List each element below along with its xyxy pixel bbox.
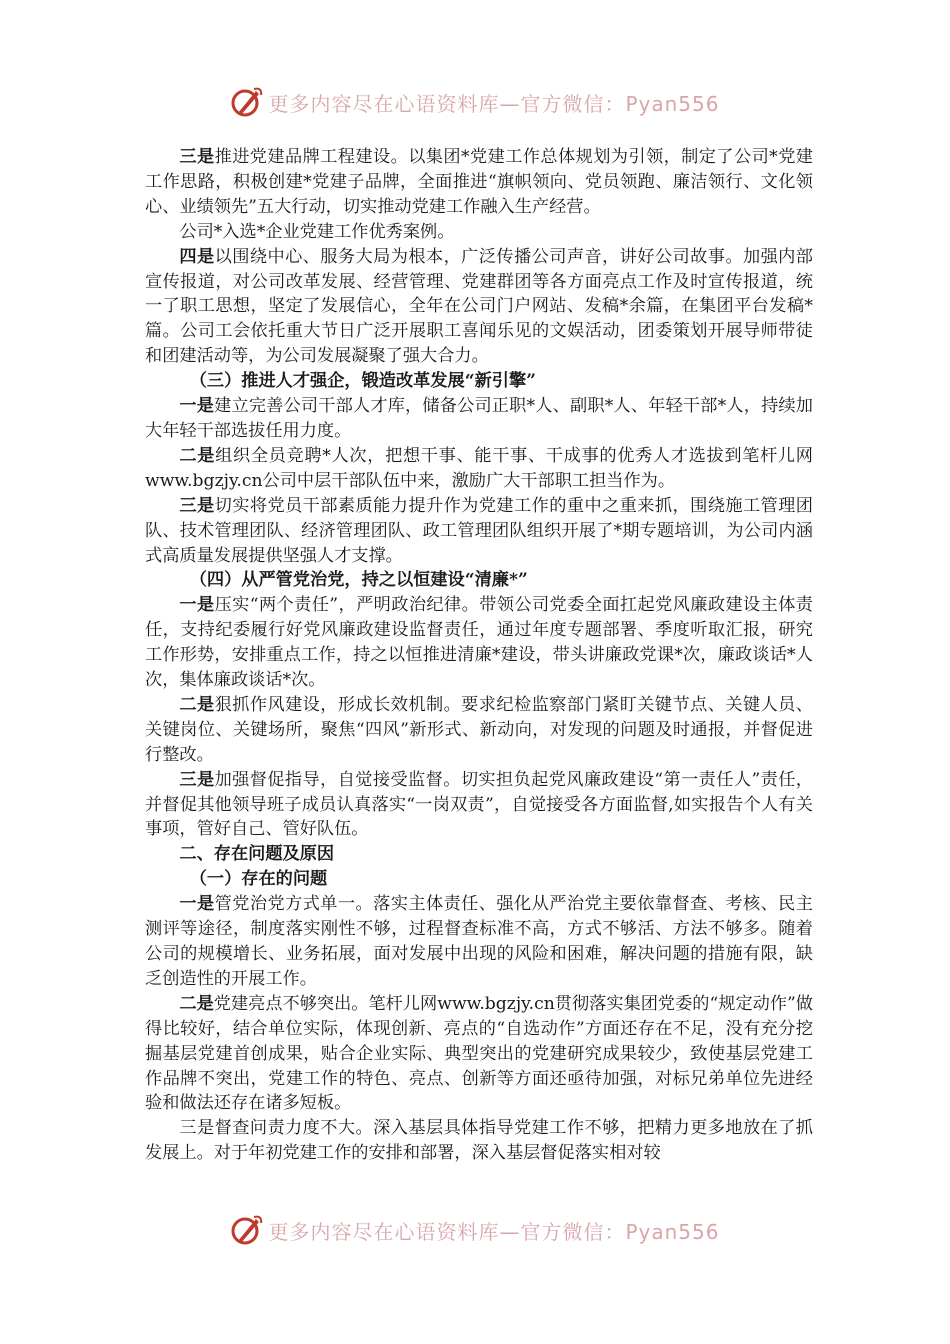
quill-logo-icon — [230, 1213, 264, 1247]
body-paragraph — [145, 444, 813, 494]
body-paragraph — [145, 693, 813, 768]
body-paragraph — [145, 1116, 813, 1166]
paragraph-text: （一）存在的问题 — [189, 869, 328, 890]
paragraph-lead: 一是 — [179, 894, 215, 915]
body-paragraph — [145, 992, 813, 1117]
paragraph-text: 推进党建品牌工程建设。以集团*党建工作总体规划为引领，制定了公司*党建工作思路，积极创建*党建子品牌，全面推进“旗帜领向、党员领跑、廉洁领行、文化领心、业绩领先”五大行动，切实推动党建工作融入生产经营。 — [145, 147, 813, 217]
body-paragraph — [145, 892, 813, 992]
watermark-text: 更多内容尽在心语资料库—官方微信：Pyan556 — [268, 1219, 720, 1244]
paragraph-text: （三）推进人才强企，锻造改革发展“新引擎” — [189, 371, 537, 392]
watermark-banner-top — [0, 82, 950, 122]
paragraph-text: 建立完善公司干部人才库，储备公司正职*人、副职*人、年轻干部*人，持续加大年轻干部选拔任用力度。 — [145, 396, 813, 441]
paragraph-text: 压实“两个责任”，严明政治纪律。带领公司党委全面扛起党风廉政建设主体责任，支持纪委履行好党风廉政建设监督责任，通过年度专题部署、季度听取汇报，研究工作形势，安排重点工作，持之以恒推进清廉*建设，带头讲廉政党课*次，廉政谈话*人次，集体廉政谈话*次。 — [145, 595, 813, 691]
paragraph-text: 二、存在问题及原因 — [179, 844, 335, 865]
section-subheading — [145, 369, 813, 394]
body-paragraph — [145, 394, 813, 444]
paragraph-text: 加强督促指导，自觉接受监督。切实担负起党风廉政建设“第一责任人”责任，并督促其他领导班子成员认真落实“一岗双责”，自觉接受各方面监督,如实报告个人有关事项，管好自己、管好队伍。 — [145, 769, 813, 840]
paragraph-text: 公司*入选*企业党建工作优秀案例。 — [179, 221, 455, 242]
paragraph-lead: 三是 — [179, 769, 215, 790]
body-paragraph — [145, 768, 813, 843]
body-paragraph — [145, 494, 813, 569]
section-heading — [145, 842, 813, 867]
paragraph-lead: 一是 — [179, 595, 215, 616]
paragraph-text: 切实将党员干部素质能力提升作为党建工作的重中之重来抓，围绕施工管理团队、技术管理团队、经济管理团队、政工管理团队组织开展了*期专题培训，为公司内涵式高质量发展提供坚强人才支撑。 — [145, 495, 813, 566]
paragraph-text: 组织全员竞聘*人次，把想干事、能干事、干成事的优秀人才选拔到笔杆儿网www.bgzjy.cn公司中层干部队伍中来，激励广大干部职工担当作为。 — [145, 445, 813, 491]
paragraph-text: 党建亮点不够突出。笔杆儿网www.bgzjy.cn贯彻落实集团党委的“规定动作”做得比较好，结合单位实际，体现创新、亮点的“自选动作”方面还存在不足，没有充分挖掘基层党建首创成果，贴合企业实际、典型突出的党建研究成果较少，致使基层党建工作品牌不突出，党建工作的特色、亮点、创新等方面还亟待加强，对标兄弟单位先进经验和做法还存在诸多短板。 — [145, 993, 813, 1114]
paragraph-lead: 三是 — [179, 495, 215, 516]
paragraph-text: 狠抓作风建设，形成长效机制。要求纪检监察部门紧盯关键节点、关键人员、关键岗位、关键场所，聚焦“四风”新形式、新动向，对发现的问题及时通报，并督促进行整改。 — [145, 694, 813, 765]
body-paragraph — [145, 145, 813, 220]
document-body — [145, 145, 813, 1166]
body-paragraph — [145, 220, 813, 245]
paragraph-text: 三是督查问责力度不大。深入基层具体指导党建工作不够，把精力更多地放在了抓发展上。对于年初党建工作的安排和部署，深入基层督促落实相对较 — [145, 1118, 813, 1164]
quill-logo-icon — [230, 85, 264, 119]
paragraph-lead: 三是 — [179, 147, 215, 167]
paragraph-lead: 二是 — [179, 445, 216, 466]
paragraph-text: 以围绕中心、服务大局为根本，广泛传播公司声音，讲好公司故事。加强内部宣传报道，对公司改革发展、经营管理、党建群团等各方面亮点工作及时宣传报道，统一了职工思想，坚定了发展信心，全年在公司门户网站、发稿*余篇，在集团平台发稿*篇。公司工会依托重大节日广泛开展职工喜闻乐见的文娱活动，团委策划开展导师带徒和团建活动等，为公司发展凝聚了强大合力。 — [145, 246, 813, 367]
paragraph-lead: 二是 — [179, 993, 214, 1014]
body-paragraph — [145, 593, 813, 693]
paragraph-text: （四）从严管党治党，持之以恒建设“清廉*” — [189, 570, 528, 591]
paragraph-text: 管党治党方式单一。落实主体责任、强化从严治党主要依靠督查、考核、民主测评等途径，制度落实刚性不够，过程督查标准不高，方式不够活、方法不够多。随着公司的规模增长、业务拓展，面对发展中出现的风险和困难，解决问题的措施有限，缺乏创造性的开展工作。 — [145, 894, 813, 989]
paragraph-lead: 四是 — [179, 246, 215, 267]
watermark-banner-bottom — [0, 1210, 950, 1250]
paragraph-lead: 一是 — [179, 396, 215, 417]
paragraph-lead: 二是 — [179, 694, 215, 715]
section-subheading — [145, 568, 813, 593]
body-paragraph — [145, 245, 813, 370]
watermark-text: 更多内容尽在心语资料库—官方微信：Pyan556 — [268, 91, 720, 116]
section-subheading — [145, 867, 813, 892]
